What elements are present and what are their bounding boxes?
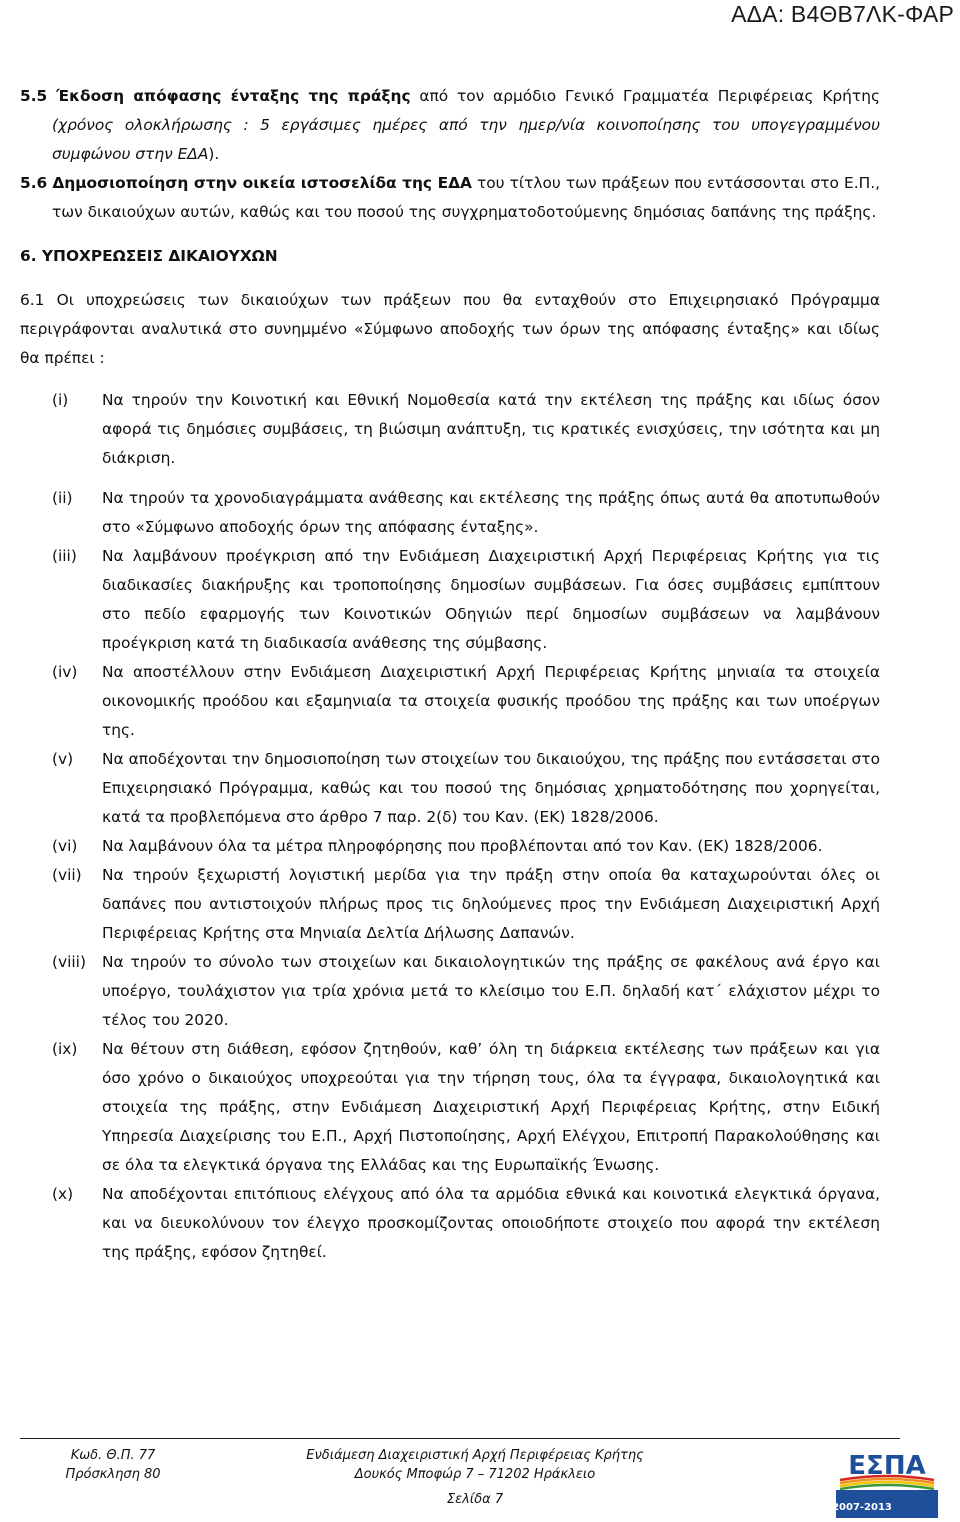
list-item-label: (x) <box>52 1185 74 1203</box>
paragraph-text: από τον αρμόδιο Γενικό Γραμματέα Περιφέρειας Κρήτης <box>410 87 880 105</box>
footer-code: Κωδ. Θ.Π. 77 <box>70 1448 156 1463</box>
footer-address: Δουκός Μποφώρ 7 – 71202 Ηράκλειο <box>354 1467 596 1482</box>
list-item-label: (v) <box>52 750 74 768</box>
page-number: Σελίδα 7 <box>446 1492 504 1507</box>
paragraph-italic: (χρόνος ολοκλήρωσης : 5 εργάσιμες ημέρες από την ημερ/νία κοινοποίησης του υπογεγραμμένου συμφώνου στην ΕΔΑ <box>52 116 880 163</box>
espa-logo-text: ΕΣΠΑ <box>848 1451 926 1481</box>
list-item <box>20 948 880 1035</box>
footer-left <box>58 1446 168 1484</box>
list-item-label: (vii) <box>52 866 82 884</box>
list-item-label: (viii) <box>52 953 86 971</box>
list-item-text: Να αποδέχονται την δημοσιοποίηση των στοιχείων του δικαιούχου, της πράξης που εντάσσεται στο Επιχειρησιακό Πρόγραμμα, καθώς και του ποσού της δημόσιας χρηματοδότησης που χορηγείται, κατά τα προβλεπόμενα στο άρθρο 7 παρ. 2(δ) του Καν. (ΕΚ) 1828/2006. <box>102 750 880 826</box>
list-item-text: Να τηρούν την Κοινοτική και Εθνική Νομοθεσία κατά την εκτέλεση της πράξης και ιδίως όσον αφορά τις δημόσιες συμβάσεις, τη βιώσιμη ανάπτυξη, τις κρατικές ενισχύσεις, την ισότητα και μη διάκριση. <box>102 391 880 467</box>
list-item-label: (vi) <box>52 837 78 855</box>
list-item-label: (ix) <box>52 1040 78 1058</box>
paragraph-5-6 <box>20 169 880 227</box>
list-item-label: (i) <box>52 391 69 409</box>
paragraph-6-1: 6.1 Οι υποχρεώσεις των δικαιούχων των πράξεων που θα ενταχθούν στο Επιχειρησιακό Πρόγραμμα περιγράφονται αναλυτικά στο συνημμένο «Σύμφωνο αποδοχής των όρων της απόφασης ένταξης» και ιδίως θα πρέπει : <box>20 291 880 367</box>
list-item-text: Να τηρούν τα χρονοδιαγράμματα ανάθεσης και εκτέλεσης της πράξης όπως αυτά θα αποτυπωθούν στο «Σύμφωνο αποδοχής όρων της απόφασης ένταξης». <box>102 489 880 536</box>
list-item-text: Να τηρούν το σύνολο των στοιχείων και δικαιολογητικών της πράξης σε φακέλους ανά έργο και υποέργο, τουλάχιστον για τρία χρόνια μετά το κλείσιμο του Ε.Π. δηλαδή κατ΄ ελάχιστον μέχρι το τέλος του 2020. <box>102 953 880 1029</box>
list-item <box>20 484 880 542</box>
list-item-label: (iv) <box>52 663 78 681</box>
list-item <box>20 1035 880 1180</box>
list-item <box>20 1180 880 1267</box>
footer-center <box>280 1446 670 1484</box>
list-item <box>20 658 880 745</box>
list-item-text: Να αποδέχονται επιτόπιους ελέγχους από όλα τα αρμόδια εθνικά και κοινοτικά ελεγκτικά όργανα, και να διευκολύνουν τον έλεγχο προσκομίζοντας οποιοδήποτε στοιχείο που αφορά την εκτέλεση της πράξης, εφόσον ζητηθεί. <box>102 1185 880 1261</box>
espa-logo-years: 2007-2013 <box>832 1502 892 1513</box>
list-item-text: Να θέτουν στη διάθεση, εφόσον ζητηθούν, καθ’ όλη τη διάρκεια εκτέλεσης των πράξεων και για όσο χρόνο ο δικαιούχος υποχρεούται για την τήρηση τους, όλα τα έγγραφα, δικαιολογητικά και στοιχεία της πράξης, στην Ενδιάμεση Διαχειριστική Αρχή Περιφέρειας Κρήτης, στην Ειδική Υπηρεσία Διαχείρισης του Ε.Π., Αρχή Πιστοποίησης, Αρχή Ελέγχου, Επιτροπή Παρακολούθησης και σε όλα τα ελεγκτικά όργανα της Ελλάδας και της Ευρωπαϊκής Ένωσης. <box>102 1040 880 1174</box>
list-item <box>20 861 880 948</box>
list-item-text: Να αποστέλλουν στην Ενδιάμεση Διαχειριστική Αρχή Περιφέρειας Κρήτης μηνιαία τα στοιχεία οικονομικής προόδου και εξαμηνιαία τα στοιχεία φυσικής προόδου της πράξης και των υποέργων της. <box>102 663 880 739</box>
paragraph-text: του τίτλου των πράξεων που εντάσσονται στο Ε.Π., των δικαιούχων αυτών, καθώς και του ποσού της συγχρηματοδοτούμενης δημόσιας δαπάνης της πράξης. <box>52 174 880 221</box>
section-heading: 6. ΥΠΟΧΡΕΩΣΕΙΣ ΔΙΚΑΙΟΥΧΩΝ <box>20 247 278 265</box>
paragraph-lead: Δημοσιοποίηση στην οικεία ιστοσελίδα της ΕΔΑ <box>52 174 472 192</box>
paragraph-5-5 <box>20 82 880 169</box>
list-item-text: Να λαμβάνουν προέγκριση από την Ενδιάμεση Διαχειριστική Αρχή Περιφέρειας Κρήτης για τις διαδικασίες διακήρυξης και τροποποίησης δημοσίων συμβάσεων. Για όσες συμβάσεις εμπίπτουν στο πεδίο εφαρμογής των Κοινοτικών Οδηγιών περί δημοσίων συμβάσεων να λαμβάνουν προέγκριση κατά τη διαδικασία ανάθεσης της σύμβασης. <box>102 547 880 652</box>
ada-code: ΑΔΑ: Β4ΘΒ7ΛΚ-ΦΑΡ <box>731 1 954 27</box>
document-body <box>20 82 880 1267</box>
list-item <box>20 386 880 473</box>
list-item-text: Να τηρούν ξεχωριστή λογιστική μερίδα για την πράξη στην οποία θα καταχωρούνται όλες οι δαπάνες που αντιστοιχούν πλήρως προς τις δηλούμενες προς την Ενδιάμεση Διαχειριστική Αρχή Περιφέρειας Κρήτης στα Μηνιαία Δελτία Δήλωσης Δαπανών. <box>102 866 880 942</box>
espa-logo <box>832 1444 942 1522</box>
list-item <box>20 745 880 832</box>
footer-divider <box>20 1438 900 1439</box>
eu-flag-icon <box>894 1494 934 1514</box>
list-item <box>20 542 880 658</box>
paragraph-number: 5.6 <box>20 174 48 192</box>
footer-authority: Ενδιάμεση Διαχειριστική Αρχή Περιφέρειας Κρήτης <box>306 1448 644 1463</box>
list-item-text: Να λαμβάνουν όλα τα μέτρα πληροφόρησης που προβλέπονται από τον Καν. (ΕΚ) 1828/2006. <box>102 837 823 855</box>
page-footer <box>0 1446 960 1516</box>
list-item-label: (iii) <box>52 547 77 565</box>
list-item <box>20 832 880 861</box>
obligations-list <box>20 386 880 1267</box>
paragraph-lead: Έκδοση απόφασης ένταξης της πράξης <box>56 87 411 105</box>
paragraph-number: 5.5 <box>20 87 48 105</box>
footer-invitation: Πρόσκληση 80 <box>65 1467 161 1482</box>
paragraph-tail: ). <box>208 145 220 163</box>
list-item-label: (ii) <box>52 489 73 507</box>
